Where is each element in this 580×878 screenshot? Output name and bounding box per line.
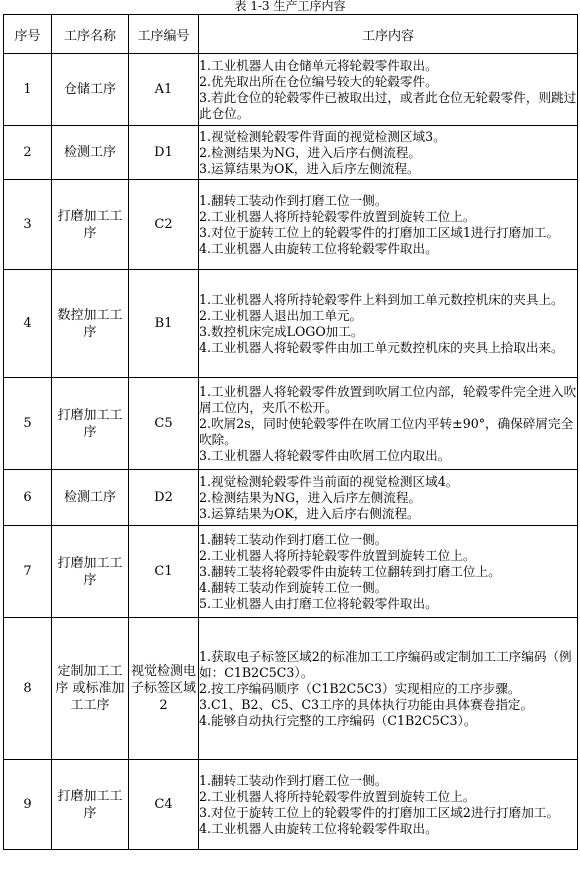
content-step: 4.能够自动执行完整的工序编码（C1B2C5C3）。 xyxy=(199,712,477,728)
process-code: C2 xyxy=(129,180,199,270)
row-number: 5 xyxy=(4,378,52,470)
content-step: 2.优先取出所在仓位编号较大的轮毂零件。 xyxy=(199,73,438,89)
table-row xyxy=(4,378,578,470)
process-name: 数控加工工序 xyxy=(52,270,129,378)
content-step: 2.检测结果为NG，进入后序左侧流程。 xyxy=(199,489,422,505)
process-name: 打磨加工工序 xyxy=(52,378,129,470)
process-content xyxy=(199,618,578,760)
content-step: 3.运算结果为OK，进入后序左侧流程。 xyxy=(199,160,420,176)
content-step: 1.工业机器人由仓储单元将轮毂零件取出。 xyxy=(199,57,438,73)
content-step: 2.工业机器人将所持轮毂零件放置到旋转工位上。 xyxy=(199,208,476,224)
process-content xyxy=(199,54,578,126)
process-content xyxy=(199,126,578,180)
content-step: 4.工业机器人将轮毂零件由加工单元数控机床的夹具上拾取出来。 xyxy=(199,339,564,355)
process-content xyxy=(199,378,578,470)
process-content xyxy=(199,526,578,618)
process-content xyxy=(199,180,578,270)
content-step: 3.运算结果为OK，进入后序右侧流程。 xyxy=(199,505,420,521)
row-number: 9 xyxy=(4,760,52,850)
process-name: 打磨加工工序 xyxy=(52,760,129,850)
row-number: 2 xyxy=(4,126,52,180)
content-step: 1.获取电子标签区域2的标准加工工序编码或定制加工工序编码（例如：C1B2C5C3）。 xyxy=(199,648,572,680)
table-row xyxy=(4,54,578,126)
content-step: 4.工业机器人由旋转工位将轮毂零件取出。 xyxy=(199,820,438,836)
content-step: 1.视觉检测轮毂零件背面的视觉检测区域3。 xyxy=(199,128,446,144)
content-step: 2.按工序编码顺序（C1B2C5C3）实现相应的工序步骤。 xyxy=(199,680,521,696)
table-row xyxy=(4,760,578,850)
row-number: 8 xyxy=(4,618,52,760)
content-step: 1.工业机器人将轮毂零件放置到吹屑工位内部，轮毂零件完全进入吹屑工位内，夹爪不松开。 xyxy=(199,383,577,415)
process-table xyxy=(3,14,578,850)
table-row xyxy=(4,126,578,180)
row-number: 7 xyxy=(4,526,52,618)
content-step: 5.工业机器人由打磨工位将轮毂零件取出。 xyxy=(199,595,438,611)
row-number: 6 xyxy=(4,470,52,526)
row-number: 3 xyxy=(4,180,52,270)
process-code: C4 xyxy=(129,760,199,850)
content-step: 4.工业机器人由旋转工位将轮毂零件取出。 xyxy=(199,240,438,256)
content-step: 3.工业机器人将轮毂零件由吹屑工位内取出。 xyxy=(199,447,451,463)
header-no: 序号 xyxy=(4,15,52,54)
header-row xyxy=(4,15,578,54)
row-number: 4 xyxy=(4,270,52,378)
process-content xyxy=(199,270,578,378)
content-step: 2.工业机器人将所持轮毂零件放置到旋转工位上。 xyxy=(199,788,476,804)
process-name: 定制加工工序 或标准加工工序 xyxy=(52,618,129,760)
content-step: 2.检测结果为NG，进入后序右侧流程。 xyxy=(199,144,422,160)
process-name: 仓储工序 xyxy=(52,54,129,126)
process-content xyxy=(199,760,578,850)
row-number: 1 xyxy=(4,54,52,126)
content-step: 3.若此仓位的轮毂零件已被取出过，或者此仓位无轮毂零件，则跳过此仓位。 xyxy=(199,89,577,121)
table-caption: 表 1-3 生产工序内容 xyxy=(234,0,346,13)
process-name: 打磨加工工序 xyxy=(52,526,129,618)
process-code: D2 xyxy=(129,470,199,526)
process-code: 视觉检测电子标签区域2 xyxy=(129,618,199,760)
table-row xyxy=(4,618,578,760)
process-name: 检测工序 xyxy=(52,126,129,180)
table-row xyxy=(4,526,578,618)
process-code: D1 xyxy=(129,126,199,180)
content-step: 2.工业机器人将所持轮毂零件放置到旋转工位上。 xyxy=(199,547,476,563)
content-step: 3.翻转工装将轮毂零件由旋转工位翻转到打磨工位上。 xyxy=(199,563,501,579)
process-code: B1 xyxy=(129,270,199,378)
content-step: 1.视觉检测轮毂零件当前面的视觉检测区域4。 xyxy=(199,473,459,489)
content-step: 1.翻转工装动作到打磨工位一侧。 xyxy=(199,772,388,788)
content-step: 3.数控机床完成LOGO加工。 xyxy=(199,323,364,339)
table-row xyxy=(4,180,578,270)
content-step: 1.工业机器人将所持轮毂零件上料到加工单元数控机床的夹具上。 xyxy=(199,291,564,307)
process-code: C1 xyxy=(129,526,199,618)
process-code: C5 xyxy=(129,378,199,470)
process-name: 检测工序 xyxy=(52,470,129,526)
process-code: A1 xyxy=(129,54,199,126)
content-step: 3.对位于旋转工位上的轮毂零件的打磨加工区域2进行打磨加工。 xyxy=(199,804,560,820)
content-step: 2.吹屑2s，同时使轮毂零件在吹屑工位内平转±90°，确保碎屑完全吹除。 xyxy=(199,415,574,447)
header-content: 工序内容 xyxy=(199,15,578,54)
content-step: 2.工业机器人退出加工单元。 xyxy=(199,307,363,323)
content-step: 4.翻转工装动作到旋转工位一侧。 xyxy=(199,579,388,595)
table-row xyxy=(4,470,578,526)
header-code: 工序编号 xyxy=(129,15,199,54)
table-row xyxy=(4,270,578,378)
content-step: 1.翻转工装动作到打磨工位一侧。 xyxy=(199,192,388,208)
content-step: 3.对位于旋转工位上的轮毂零件的打磨加工区域1进行打磨加工。 xyxy=(199,224,560,240)
content-step: 3.C1、B2、C5、C3工序的具体执行功能由具体赛卷指定。 xyxy=(199,696,534,712)
process-name: 打磨加工工序 xyxy=(52,180,129,270)
process-content xyxy=(199,470,578,526)
content-step: 1.翻转工装动作到打磨工位一侧。 xyxy=(199,531,388,547)
header-name: 工序名称 xyxy=(52,15,129,54)
